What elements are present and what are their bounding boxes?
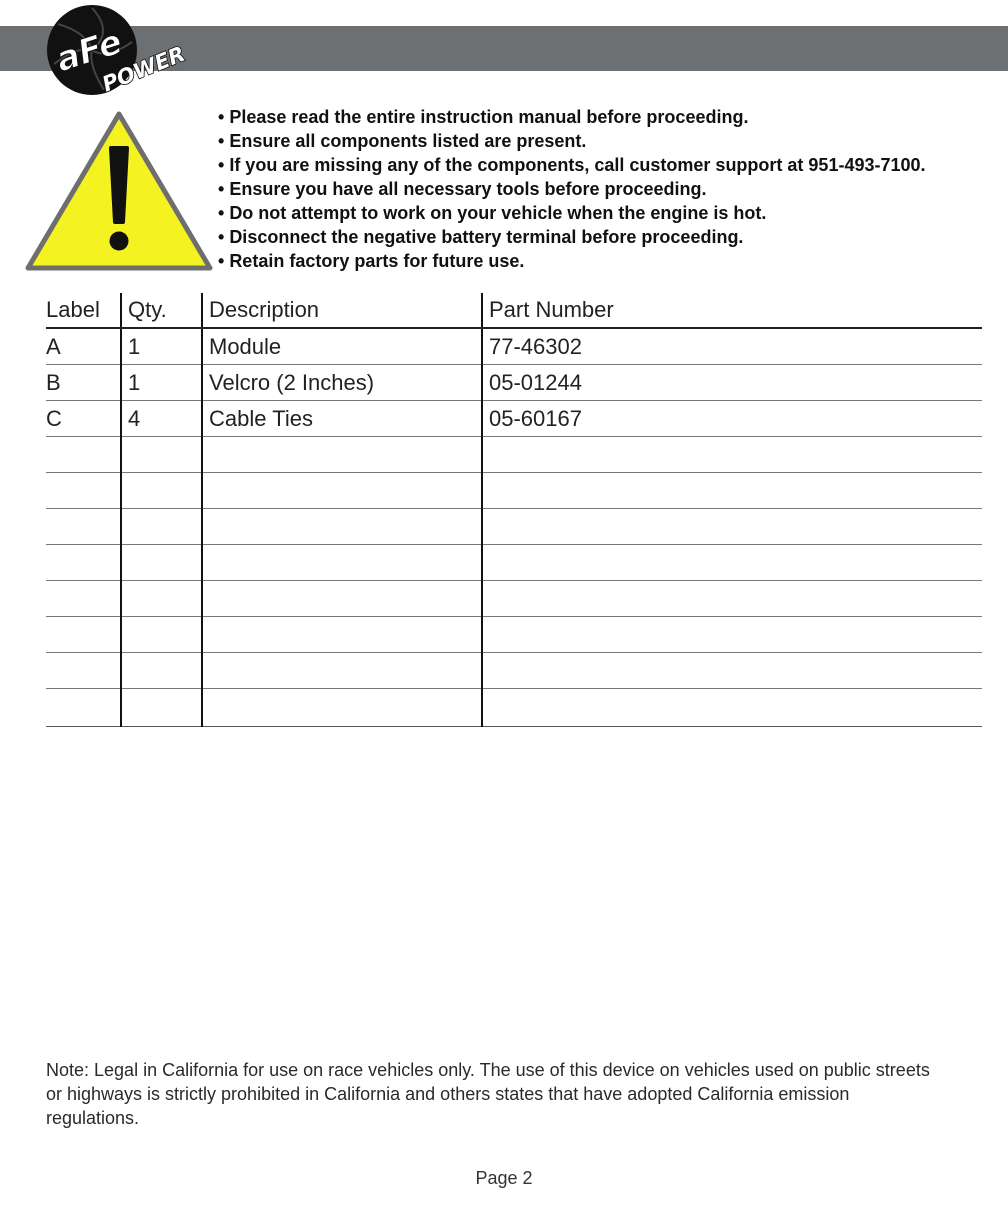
safety-instruction: • Disconnect the negative battery terminal before proceeding. bbox=[218, 225, 926, 249]
description-cell bbox=[202, 581, 482, 617]
logo-sub: POWER bbox=[98, 41, 189, 97]
label-cell bbox=[46, 509, 121, 545]
description-cell: Module bbox=[202, 328, 482, 365]
page-number: Page 2 bbox=[475, 1168, 533, 1188]
part-number-cell: 05-01244 bbox=[482, 365, 982, 401]
label-cell bbox=[46, 581, 121, 617]
column-header-label: Label bbox=[46, 293, 121, 328]
description-cell: Velcro (2 Inches) bbox=[202, 365, 482, 401]
safety-instruction: • Please read the entire instruction manual before proceeding. bbox=[218, 105, 926, 129]
part-number-cell bbox=[482, 581, 982, 617]
column-header-qty: Qty. bbox=[121, 293, 202, 328]
label-cell: C bbox=[46, 401, 121, 437]
safety-instruction: • Ensure all components listed are present. bbox=[218, 129, 926, 153]
part-number-cell: 77-46302 bbox=[482, 328, 982, 365]
table-row bbox=[46, 653, 982, 689]
safety-instruction: • If you are missing any of the components, call customer support at 951-493-7100. bbox=[218, 153, 926, 177]
label-cell bbox=[46, 689, 121, 727]
description-cell bbox=[202, 545, 482, 581]
qty-cell bbox=[121, 437, 202, 473]
legal-note: Note: Legal in California for use on race vehicles only. The use of this device on vehicles used on public streets or highways is strictly prohibited in California and others states that have adopted California emission regulations. bbox=[46, 1060, 930, 1128]
column-header-part-number: Part Number bbox=[482, 293, 982, 328]
label-cell: A bbox=[46, 328, 121, 365]
qty-cell bbox=[121, 581, 202, 617]
qty-cell bbox=[121, 545, 202, 581]
table-row bbox=[46, 365, 982, 401]
label-cell bbox=[46, 437, 121, 473]
qty-cell bbox=[121, 653, 202, 689]
description-cell: Cable Ties bbox=[202, 401, 482, 437]
qty-cell: 4 bbox=[121, 401, 202, 437]
column-header-description: Description bbox=[202, 293, 482, 328]
qty-cell bbox=[121, 689, 202, 727]
label-cell bbox=[46, 545, 121, 581]
part-number-cell bbox=[482, 473, 982, 509]
table-row bbox=[46, 437, 982, 473]
description-cell bbox=[202, 617, 482, 653]
safety-instruction: • Do not attempt to work on your vehicle when the engine is hot. bbox=[218, 201, 926, 225]
part-number-cell: 05-60167 bbox=[482, 401, 982, 437]
qty-cell bbox=[121, 509, 202, 545]
part-number-cell bbox=[482, 545, 982, 581]
description-cell bbox=[202, 653, 482, 689]
safety-instruction: • Ensure you have all necessary tools before proceeding. bbox=[218, 177, 926, 201]
description-cell bbox=[202, 689, 482, 727]
qty-cell: 1 bbox=[121, 365, 202, 401]
part-number-cell bbox=[482, 617, 982, 653]
qty-cell bbox=[121, 473, 202, 509]
part-number-cell bbox=[482, 509, 982, 545]
table-row bbox=[46, 689, 982, 727]
label-cell bbox=[46, 617, 121, 653]
table-row bbox=[46, 545, 982, 581]
logo-mark: aFe bbox=[51, 21, 127, 81]
part-number-cell bbox=[482, 653, 982, 689]
safety-instruction: • Retain factory parts for future use. bbox=[218, 249, 926, 273]
label-cell bbox=[46, 473, 121, 509]
table-row bbox=[46, 509, 982, 545]
description-cell bbox=[202, 437, 482, 473]
part-number-cell bbox=[482, 689, 982, 727]
table-row bbox=[46, 617, 982, 653]
qty-cell bbox=[121, 617, 202, 653]
description-cell bbox=[202, 473, 482, 509]
table-row bbox=[46, 328, 982, 365]
description-cell bbox=[202, 509, 482, 545]
part-number-cell bbox=[482, 437, 982, 473]
qty-cell: 1 bbox=[121, 328, 202, 365]
label-cell: B bbox=[46, 365, 121, 401]
label-cell bbox=[46, 653, 121, 689]
parts-list-table bbox=[46, 293, 982, 727]
table-row bbox=[46, 473, 982, 509]
safety-instructions-list bbox=[218, 105, 926, 273]
table-header-row bbox=[46, 293, 982, 328]
warning-icon bbox=[22, 108, 216, 276]
table-row bbox=[46, 401, 982, 437]
table-row bbox=[46, 581, 982, 617]
afe-power-logo bbox=[44, 2, 194, 98]
